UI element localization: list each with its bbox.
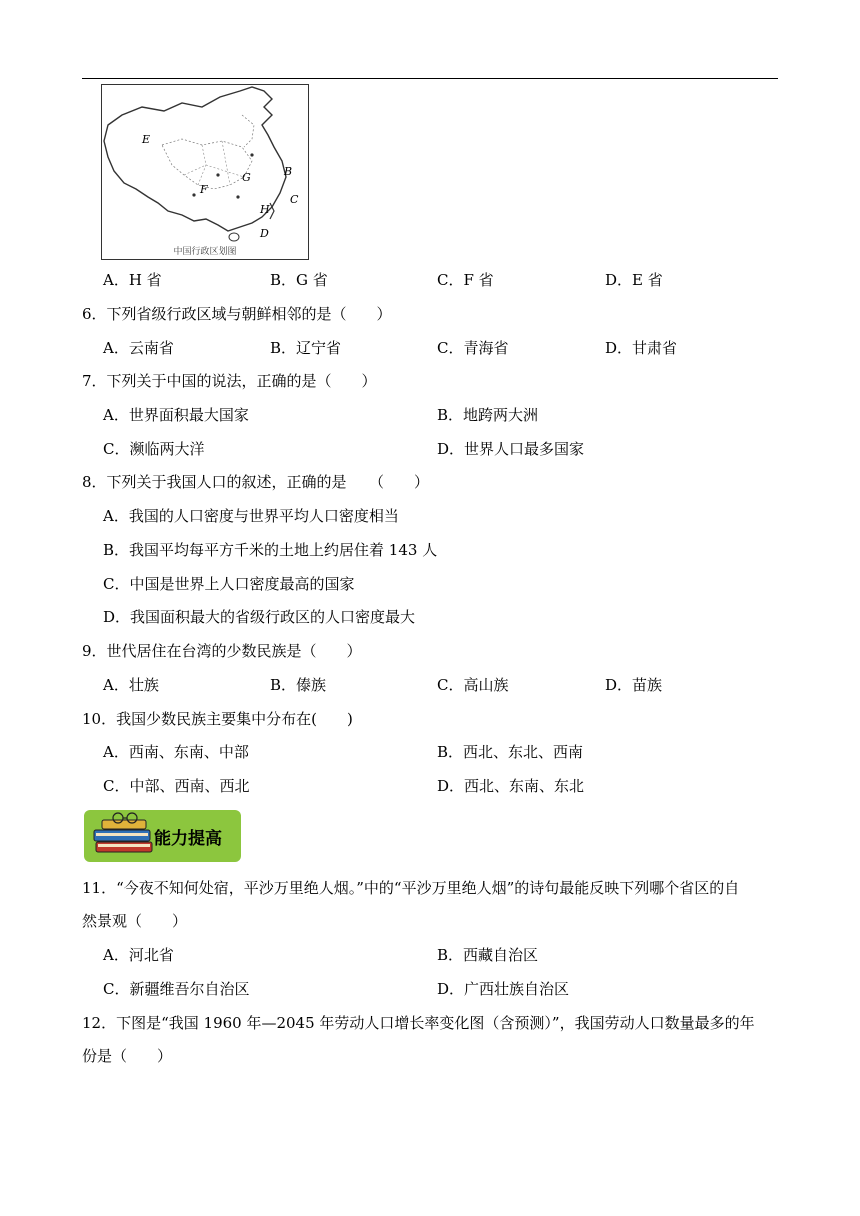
q9-stem: 9．世代居住在台湾的少数民族是（ ） (82, 642, 362, 660)
q6-stem: 6．下列省级行政区域与朝鲜相邻的是（ ） (82, 305, 392, 323)
q8-option-c: C．中国是世界上人口密度最高的国家 (103, 575, 355, 593)
q10-option-d: D．西北、东南、东北 (437, 777, 585, 795)
q6-option-d: D．甘肃省 (605, 339, 678, 357)
q8-option-b: B．我国平均每平方千米的土地上约居住着 143 人 (103, 541, 438, 559)
q11-option-d: D．广西壮族自治区 (437, 980, 570, 998)
q9-option-a: A．壮族 (103, 676, 159, 694)
q10-stem: 10．我国少数民族主要集中分布在( ) (82, 710, 353, 728)
header-rule (82, 78, 778, 79)
q12-stem-line2: 份是（ ） (82, 1047, 173, 1065)
q9-option-d: D．苗族 (605, 676, 663, 694)
q11-stem-line2: 然景观（ ） (82, 912, 188, 930)
books-icon (88, 810, 158, 862)
q11-option-b: B．西藏自治区 (437, 946, 539, 964)
map-label-c: C (290, 193, 299, 206)
map-label-f: F (200, 183, 208, 196)
q9-option-c: C．高山族 (437, 676, 509, 694)
q12-stem-line1: 12．下图是“我国 1960 年—2045 年劳动人口增长率变化图（含预测）”，我国劳动人口数量最多的年 (82, 1014, 755, 1032)
map-caption: 中国行政区划图 (173, 247, 237, 257)
map-label-d: D (260, 227, 269, 240)
q11-option-c: C．新疆维吾尔自治区 (103, 980, 250, 998)
q7-option-b: B．地跨两大洲 (437, 406, 539, 424)
q8-option-d: D．我国面积最大的省级行政区的人口密度最大 (103, 608, 416, 626)
section-title: 能力提高 (154, 829, 222, 849)
map-label-b: B (284, 165, 293, 178)
map-label-e: E (142, 133, 151, 146)
q5-option-d: D．E 省 (605, 271, 663, 289)
q8-option-a: A．我国的人口密度与世界平均人口密度相当 (103, 507, 399, 525)
q7-option-a: A．世界面积最大国家 (103, 406, 249, 424)
q5-option-a: A．H 省 (103, 271, 162, 289)
map-label-g: G (242, 171, 251, 184)
q6-option-b: B．辽宁省 (270, 339, 342, 357)
section-badge (84, 810, 241, 862)
q11-option-a: A．河北省 (103, 946, 174, 964)
q6-option-a: A．云南省 (103, 339, 174, 357)
q9-option-b: B．傣族 (270, 676, 327, 694)
q7-option-d: D．世界人口最多国家 (437, 440, 585, 458)
q7-stem: 7．下列关于中国的说法，正确的是（ ） (82, 372, 377, 390)
q11-stem-line1: 11．“今夜不知何处宿，平沙万里绝人烟。”中的“平沙万里绝人烟”的诗句最能反映下列哪个省区的自 (82, 879, 740, 897)
q10-option-b: B．西北、东北、西南 (437, 743, 584, 761)
q10-option-c: C．中部、西南、西北 (103, 777, 250, 795)
q5-option-c: C．F 省 (437, 271, 494, 289)
q8-stem: 8．下列关于我国人口的叙述，正确的是 （ ） (82, 473, 430, 491)
q10-option-a: A．西南、东南、中部 (103, 743, 249, 761)
china-admin-map (101, 84, 309, 260)
q6-option-c: C．青海省 (437, 339, 509, 357)
q7-option-c: C．濒临两大洋 (103, 440, 205, 458)
q5-option-b: B．G 省 (270, 271, 328, 289)
map-label-h: H (260, 203, 270, 216)
